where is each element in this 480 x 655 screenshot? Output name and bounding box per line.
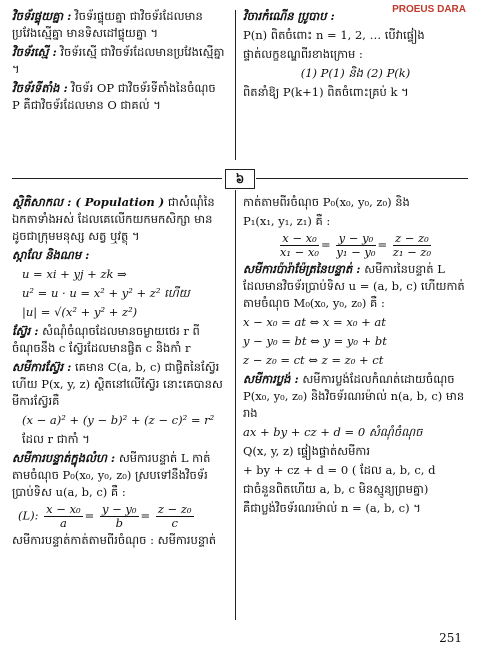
numerator: x − x₀ bbox=[280, 232, 319, 246]
term-label: ស្កាលែ និងណម : bbox=[12, 248, 90, 262]
denominator: a bbox=[59, 516, 67, 530]
plane-equation: ax + by + cz + d = 0 សំណុំចំណុច bbox=[243, 425, 423, 439]
section-marker: ៦ bbox=[225, 169, 255, 189]
numerator: y − y₀ bbox=[336, 232, 375, 246]
term-label: វិចារកំណើន ប្រូបាប : bbox=[243, 9, 335, 23]
line-footer-text: សមីការបន្ទាត់កាត់តាមពីរចំណុច : សមីការបន្ទាត់ bbox=[12, 533, 217, 547]
plane-text: Q(x, y, z) ផ្ទៀងផ្ទាត់សមីការ bbox=[243, 444, 370, 458]
definition-opposite-vector bbox=[12, 8, 227, 42]
vector-formula: |u| = √(x² + y² + z²) bbox=[22, 305, 138, 319]
denominator: z₁ − z₀ bbox=[392, 245, 432, 259]
induction-line: ពិតនាំឱ្យ P(k+1) ពិតចំពោះគ្រប់ k ។ bbox=[243, 85, 409, 99]
induction-line: ផ្ទាត់លក្ខខណ្ឌពីរខាងក្រោម : bbox=[243, 47, 363, 61]
plane-text: គឺជាប្លង់វិចទ័រណរម៉ាល់ n = (a, b, c) ។ bbox=[243, 501, 421, 515]
line-continuation: កាត់តាមពីរចំណុច P₀(x₀, y₀, z₀) និង bbox=[243, 195, 410, 209]
section-rule-right bbox=[256, 178, 468, 179]
vector-formula: u = xi + yj + zk ⇒ bbox=[22, 267, 127, 281]
section-rule-left bbox=[12, 178, 222, 179]
vector-formula: u² = u · u = x² + y² + z² ហើយ bbox=[22, 286, 190, 300]
term-label: វិចទ័រផ្ទុយគ្នា : bbox=[12, 9, 72, 23]
parametric-equation: y − y₀ = bt ⇔ y = y₀ + bt bbox=[243, 334, 387, 348]
plane-text: ជាចំនួនពិតហើយ a, b, c មិនស្មូន្យព្រមគ្នា) bbox=[243, 482, 429, 496]
top-column-divider bbox=[235, 10, 236, 160]
line-label: (L): bbox=[18, 508, 39, 523]
fraction-z bbox=[393, 232, 431, 259]
two-point-line-equation: $\frac{\text{x − x₀}}{\text{x₁ − x₀}}$ = $\frac{\text{y − y₀}}{\text{y₁ − y₀}}$ = $\frac{\text{z − z₀}}{\text{z₁ − z₀}}$ bbox=[279, 231, 432, 259]
definition-position-vector bbox=[12, 80, 227, 114]
brand-header: PROEUS DARA bbox=[392, 4, 466, 15]
definition-text: សមីការនៃបន្ទាត់ L ដែលមានវិចទ័រប្រាប់ទិស u = (a, b, c) ហើយកាត់តាមចំណុច M₀(x₀, y₀, z₀) គឺ : bbox=[243, 262, 465, 310]
fraction-y bbox=[336, 232, 375, 259]
numerator: y − y₀ bbox=[101, 502, 137, 516]
line-equation-definition bbox=[12, 450, 224, 501]
fraction-x bbox=[280, 232, 319, 259]
term-label: សមីការប្លង់ : bbox=[243, 372, 299, 386]
line-symmetric-equation: (L): $\frac{\text{x − x₀}}{a}$ = $\frac{\text{y − y₀}}{b}$ = $\frac{\text{z − z₀}}{c}$ bbox=[18, 502, 192, 530]
definition-text: គេមាន C(a, b, c) ជាផ្ចិតនៃស្វ៊ែរ ហើយ P(x, y, z) ស្ថិតនៅលើស្វ៊ែរ នោះគេបានសមីការស្វ៊ែរគឺ bbox=[12, 360, 223, 408]
sphere-equation-note: ដែល r ជាកាំ ។ bbox=[22, 432, 90, 446]
fraction-y bbox=[100, 503, 139, 530]
induction-conditions: (1) P(1) និង (2) P(k) bbox=[300, 66, 411, 80]
term-label: សមីការបន្ទាត់ក្នុងលំហ : bbox=[12, 451, 116, 465]
definition-text: សំណុំចំណុចដែលមានចម្ងាយថេរ r ពីចំណុចនឹង c ស្វ៊ែរដែលមានផ្ចិត c និងកាំ r bbox=[12, 324, 200, 355]
numerator: x − x₀ bbox=[46, 502, 81, 516]
sphere-equation: (x − a)² + (y − b)² + (z − c)² = r² bbox=[22, 413, 215, 427]
definition-equal-vector bbox=[12, 44, 227, 78]
page-number: 251 bbox=[439, 631, 462, 645]
plane-text: + by + cz + d = 0 ( ដែល a, b, c, d bbox=[243, 463, 436, 477]
term-label: ស្ថិតិសាកល : ( Population ) bbox=[12, 195, 165, 209]
numerator: z − z₀ bbox=[393, 232, 431, 246]
term-label: វិចទ័រស្មើ : bbox=[12, 45, 57, 59]
denominator: x₁ − x₀ bbox=[279, 245, 320, 259]
denominator: c bbox=[171, 516, 178, 530]
right-column bbox=[243, 194, 468, 519]
plane-definition bbox=[243, 371, 468, 422]
term-label: វិចទ័រទីតាំង : bbox=[12, 81, 68, 95]
definition-text: សមីការបន្ទាត់ L កាត់តាមចំណុច P₀(x₀, y₀, z₀) ស្របទៅនឹងវិចទ័រប្រាប់ទិស u(a, b, c) គឺ : bbox=[12, 451, 211, 499]
definition-text: ជាសំណុំនៃឯកតាទាំងអស់ ដែលគេលើកយកមកសិក្សា មានដូចជាក្រុមមនុស្ស សត្វ ឬវត្ថុ ។ bbox=[12, 195, 215, 243]
numerator: z − z₀ bbox=[157, 502, 192, 516]
top-left-column bbox=[12, 8, 227, 116]
definition-text: វិចទ័រស្មើ ជាវិចទ័រដែលមានប្រវែងស្មើគ្នា ។ bbox=[12, 45, 225, 76]
parametric-equation: z − z₀ = ct ⇔ z = z₀ + ct bbox=[243, 353, 384, 367]
induction-line: P(n) ពិតចំពោះ n = 1, 2, … បើវាផ្ទៀង bbox=[243, 28, 425, 42]
definition-text: វិចទ័រផ្ទុយគ្នា ជាវិចទ័រដែលមានប្រវែងស្មើគ្នា មានទិសដៅផ្ទុយគ្នា ។ bbox=[12, 9, 203, 40]
line-continuation: P₁(x₁, y₁, z₁) គឺ : bbox=[243, 214, 331, 228]
definition-text: សមីការប្លង់ដែលកំណត់ដោយចំណុច P(x₀, y₀, z₀) និងវិចទ័រណរម៉ាល់ n(a, b, c) មានរាង bbox=[243, 372, 465, 420]
parametric-definition bbox=[243, 261, 468, 312]
parametric-equation: x − x₀ = at ⇔ x = x₀ + at bbox=[243, 315, 386, 329]
denominator: b bbox=[115, 516, 123, 530]
bottom-column-divider bbox=[235, 190, 236, 620]
sphere-definition bbox=[12, 323, 224, 357]
sphere-equation-definition bbox=[12, 359, 224, 410]
fraction-x bbox=[44, 503, 83, 530]
term-label: សមីការស្វ៊ែរ : bbox=[12, 360, 72, 374]
fraction-z bbox=[156, 503, 194, 530]
population-definition bbox=[12, 194, 224, 245]
definition-text: វិចទ័រ OP ជាវិចទ័រទីតាំងនៃចំណុច P គឺជាវិចទ័រដែលមាន O ជាគល់ ។ bbox=[12, 81, 216, 112]
term-label: ស្វ៊ែរ : bbox=[12, 324, 39, 338]
top-right-column bbox=[243, 8, 468, 103]
left-column bbox=[12, 194, 224, 551]
denominator: y₁ − y₀ bbox=[336, 245, 376, 259]
term-label: សមីការប៉ារ៉ាម៉ែត្រនៃបន្ទាត់ : bbox=[243, 262, 361, 276]
